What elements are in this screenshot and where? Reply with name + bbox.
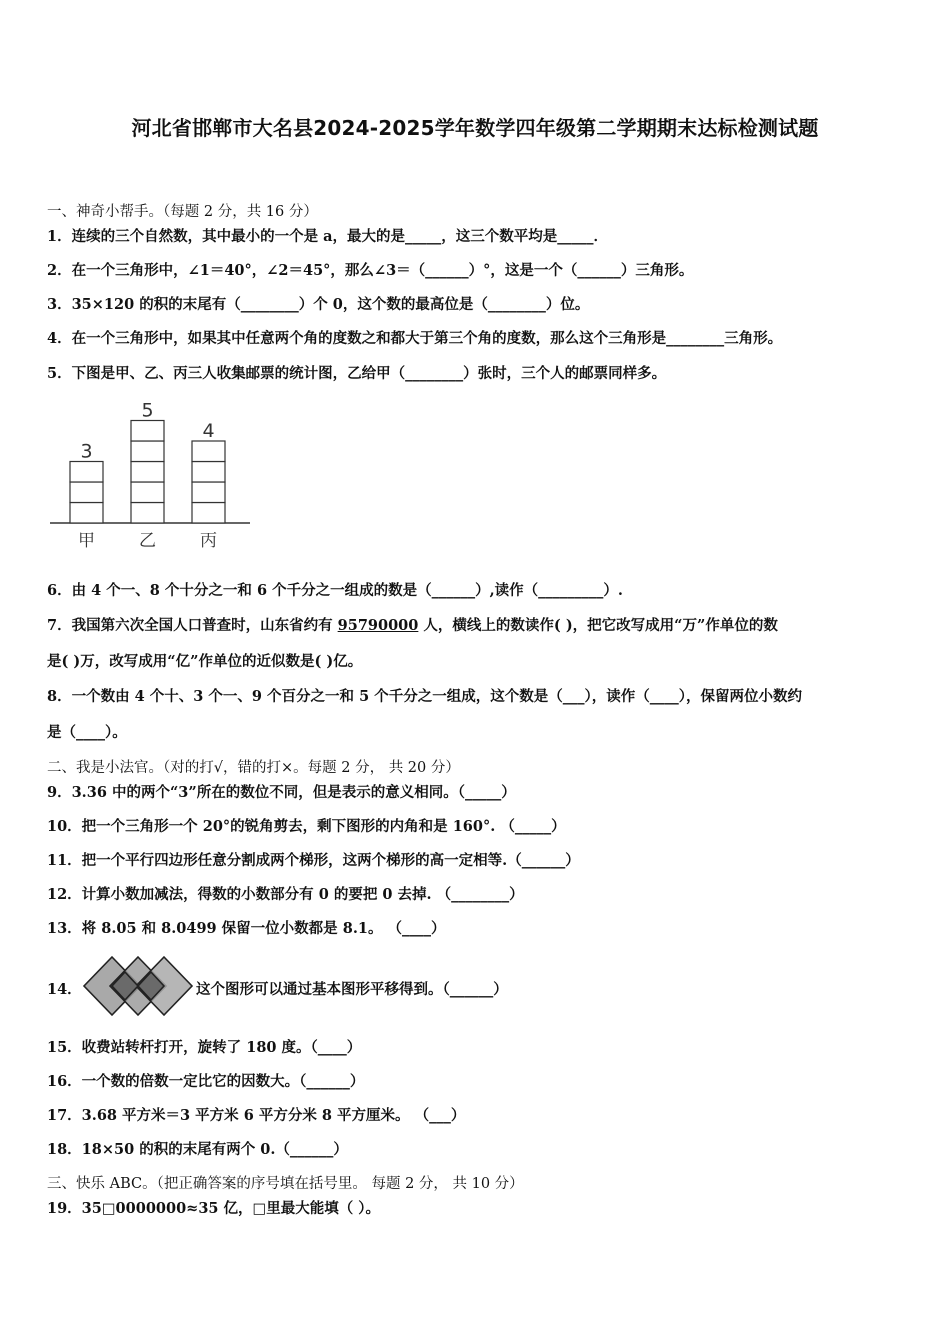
question-15: 15．收费站转杆打开，旋转了 180 度。（____） [47,1039,362,1056]
question-10: 10．把一个三角形一个 20°的锐角剪去，剩下图形的内角和是 160°. （_____） [47,818,566,835]
question-5: 5．下图是甲、乙、丙三人收集邮票的统计图，乙给甲（________）张时，三个人的邮票同样多。 [47,365,667,382]
question-12: 12．计算小数加减法，得数的小数部分有 0 的要把 0 去掉. （________） [47,886,524,903]
bar-甲-block-2 [70,482,103,503]
bar-丙-block-1 [192,503,225,524]
bar-value-label: 4 [202,420,215,442]
question-7-line-1 [47,616,910,636]
question-7-suffix: 人，横线上的数读作( )，把它改写成用“万”作单位的数 [418,617,778,634]
question-4: 4．在一个三角形中，如果其中任意两个角的度数之和都大于第三个角的度数，那么这个三角形是________三角形。 [47,330,783,347]
bar-value-label: 3 [80,440,93,463]
question-14-number: 14． [47,981,82,998]
question-3: 3．35×120 的积的末尾有（________）个 0，这个数的最高位是（________）位。 [47,296,590,313]
category-label: 丙 [200,531,217,551]
bar-乙-block-3 [131,462,164,483]
question-7-prefix: 7．我国第六次全国人口普查时，山东省约有 [47,617,338,634]
bar-甲-block-1 [70,503,103,524]
overlapping-diamonds-figure [82,955,194,1017]
question-17: 17．3.68 平方米＝3 平方米 6 平方分米 8 平方厘米。 （___） [47,1107,466,1124]
bar-甲-block-3 [70,462,103,483]
question-11: 11．把一个平行四边形任意分割成两个梯形，这两个梯形的高一定相等.（______） [47,852,580,869]
bar-乙-block-2 [131,482,164,503]
category-label: 乙 [139,531,156,551]
question-9: 9．3.36 中的两个“3”所在的数位不同，但是表示的意义相同。（_____） [47,784,516,801]
bar-丙-block-2 [192,482,225,503]
question-16: 16．一个数的倍数一定比它的因数大。（______） [47,1073,365,1090]
page-title: 河北省邯郸市大名县2024-2025学年数学四年级第二学期期末达标检测试题 [131,116,819,140]
section-heading-1: 一、神奇小帮手。（每题 2 分，共 16 分） [47,204,318,220]
question-1: 1．连续的三个自然数，其中最小的一个是 a，最大的是_____，这三个数平均是_____． [47,228,609,245]
question-13: 13．将 8.05 和 8.0499 保留一位小数都是 8.1。 （____） [47,920,446,937]
section-heading-2: 二、我是小法官。（对的打√，错的打×。每题 2 分， 共 20 分） [47,760,460,776]
question-7-line-2: 是( )万，改写成用“亿”作单位的近似数是( )亿。 [47,653,363,670]
bar-value-label: 5 [141,399,154,422]
question-8-line-2: 是（____）。 [47,724,127,741]
population-number: 95790000 [337,617,419,634]
bar-丙-block-3 [192,462,225,483]
category-label: 甲 [78,531,95,551]
question-6: 6．由 4 个一、8 个十分之一和 6 个千分之一组成的数是（______）,读作（_________）. [47,582,623,599]
question-14: 这个图形可以通过基本图形平移得到。（______） [196,981,508,998]
bar-乙-block-5 [131,421,164,442]
bar-乙-block-4 [131,441,164,462]
bar-乙-block-1 [131,503,164,524]
question-18: 18．18×50 的积的末尾有两个 0.（______） [47,1141,348,1158]
bar-丙-block-4 [192,441,225,462]
question-2: 2．在一个三角形中，∠1＝40°，∠2＝45°，那么∠3＝（______）°，这是一个（______）三角形。 [47,262,694,279]
stamp-bar-chart [45,393,255,553]
question-8-line-1: 8．一个数由 4 个十、3 个一、9 个百分之一和 5 个千分之一组成，这个数是（___），读作（____），保留两位小数约 [47,688,802,705]
section-heading-3: 三、快乐 ABC。（把正确答案的序号填在括号里。 每题 2 分， 共 10 分） [47,1176,524,1192]
question-19: 19．35□0000000≈35 亿，□里最大能填（ ）。 [47,1200,381,1217]
